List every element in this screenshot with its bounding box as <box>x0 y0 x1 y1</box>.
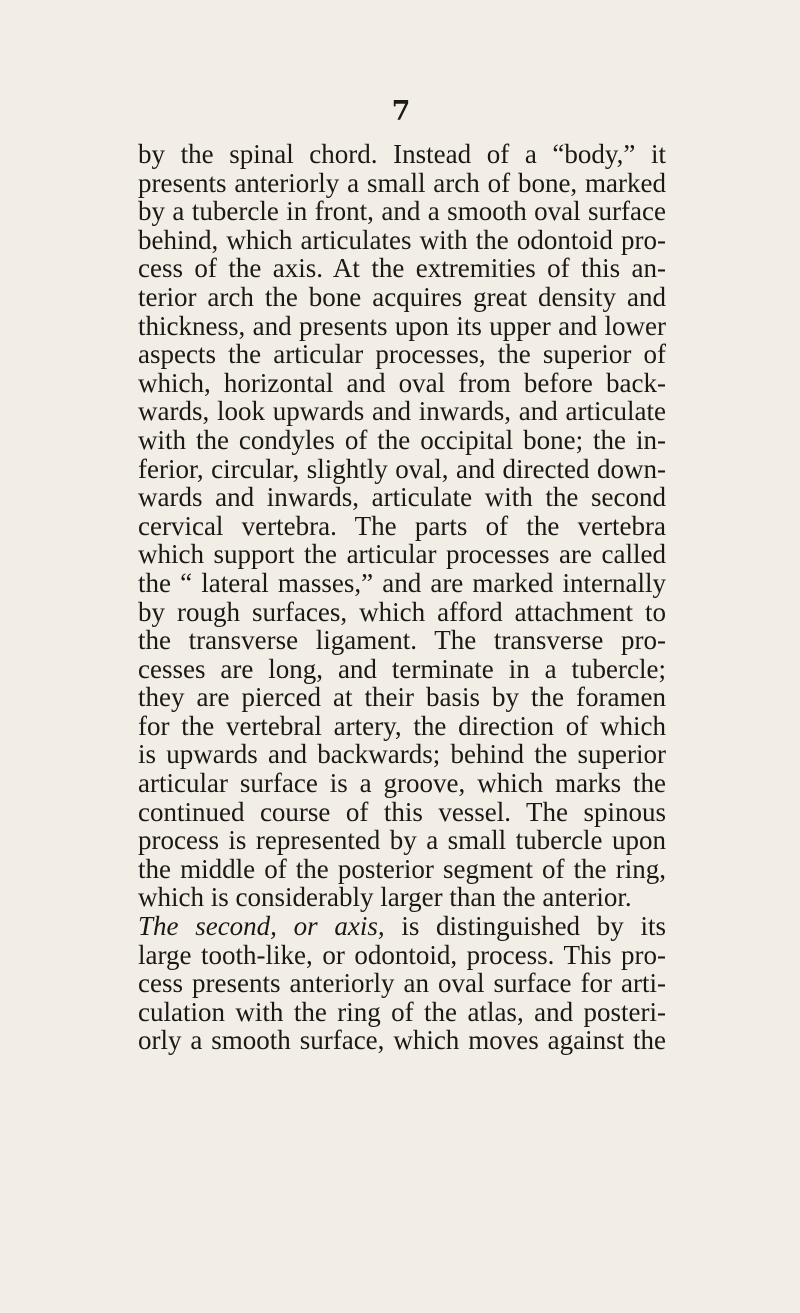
text-line: behind, which articulates with the odontoid pro- <box>138 224 666 255</box>
text-line: cesses are long, and terminate in a tubercle; <box>138 653 666 684</box>
text-line: aspects the articular processes, the superior of <box>138 339 666 370</box>
text-line: wards, look upwards and inwards, and articulate <box>138 396 666 427</box>
text-line: presents anteriorly a small arch of bone, marked <box>138 167 666 198</box>
text-line: wards and inwards, articulate with the second <box>138 482 666 513</box>
text-line: cess of the axis. At the extremities of this an- <box>138 253 666 284</box>
text-line: cess presents anteriorly an oval surface for arti- <box>138 968 666 999</box>
text-line: process is represented by a small tubercle upon <box>138 825 666 856</box>
text-line: the transverse ligament. The transverse pro- <box>138 625 666 656</box>
text-line: culation with the ring of the atlas, and posteri- <box>138 996 666 1027</box>
text-line: which is considerably larger than the anterior. <box>138 882 632 913</box>
page-number: 7 <box>391 96 411 127</box>
text-line: the middle of the posterior segment of the ring, <box>138 853 666 884</box>
text-line: which, horizontal and oval from before back- <box>138 367 666 398</box>
text-line: articular surface is a groove, which marks the <box>138 768 666 799</box>
text-line: by rough surfaces, which afford attachment to <box>138 596 666 627</box>
body-text <box>138 140 666 1055</box>
text-line: they are pierced at their basis by the foramen <box>138 682 666 713</box>
text-line: is upwards and backwards; behind the superior <box>138 739 666 770</box>
text-line: for the vertebral artery, the direction of which <box>138 710 666 741</box>
text-line: by a tubercle in front, and a smooth oval surface <box>138 196 666 227</box>
text-line: ferior, circular, slightly oval, and directed down- <box>138 453 666 484</box>
italic-lead: The second, or axis, <box>138 911 385 942</box>
paragraph-lead-line <box>138 912 666 941</box>
text-line: large tooth-like, or odontoid, process. This pro- <box>138 939 666 970</box>
lead-rest: is distinguished by its <box>384 911 666 942</box>
text-line: continued course of this vessel. The spinous <box>138 796 666 827</box>
text-line: the “ lateral masses,” and are marked internally <box>138 567 666 598</box>
text-line: which support the articular processes are called <box>138 539 666 570</box>
text-line: by the spinal chord. Instead of a “body,” it <box>138 139 666 169</box>
text-line: with the condyles of the occipital bone; the in- <box>138 424 666 455</box>
text-line: thickness, and presents upon its upper and lower <box>138 310 666 341</box>
text-line: cervical vertebra. The parts of the vertebra <box>138 510 666 541</box>
text-line: terior arch the bone acquires great density and <box>138 281 666 312</box>
text-line: orly a smooth surface, which moves against the <box>138 1025 666 1056</box>
